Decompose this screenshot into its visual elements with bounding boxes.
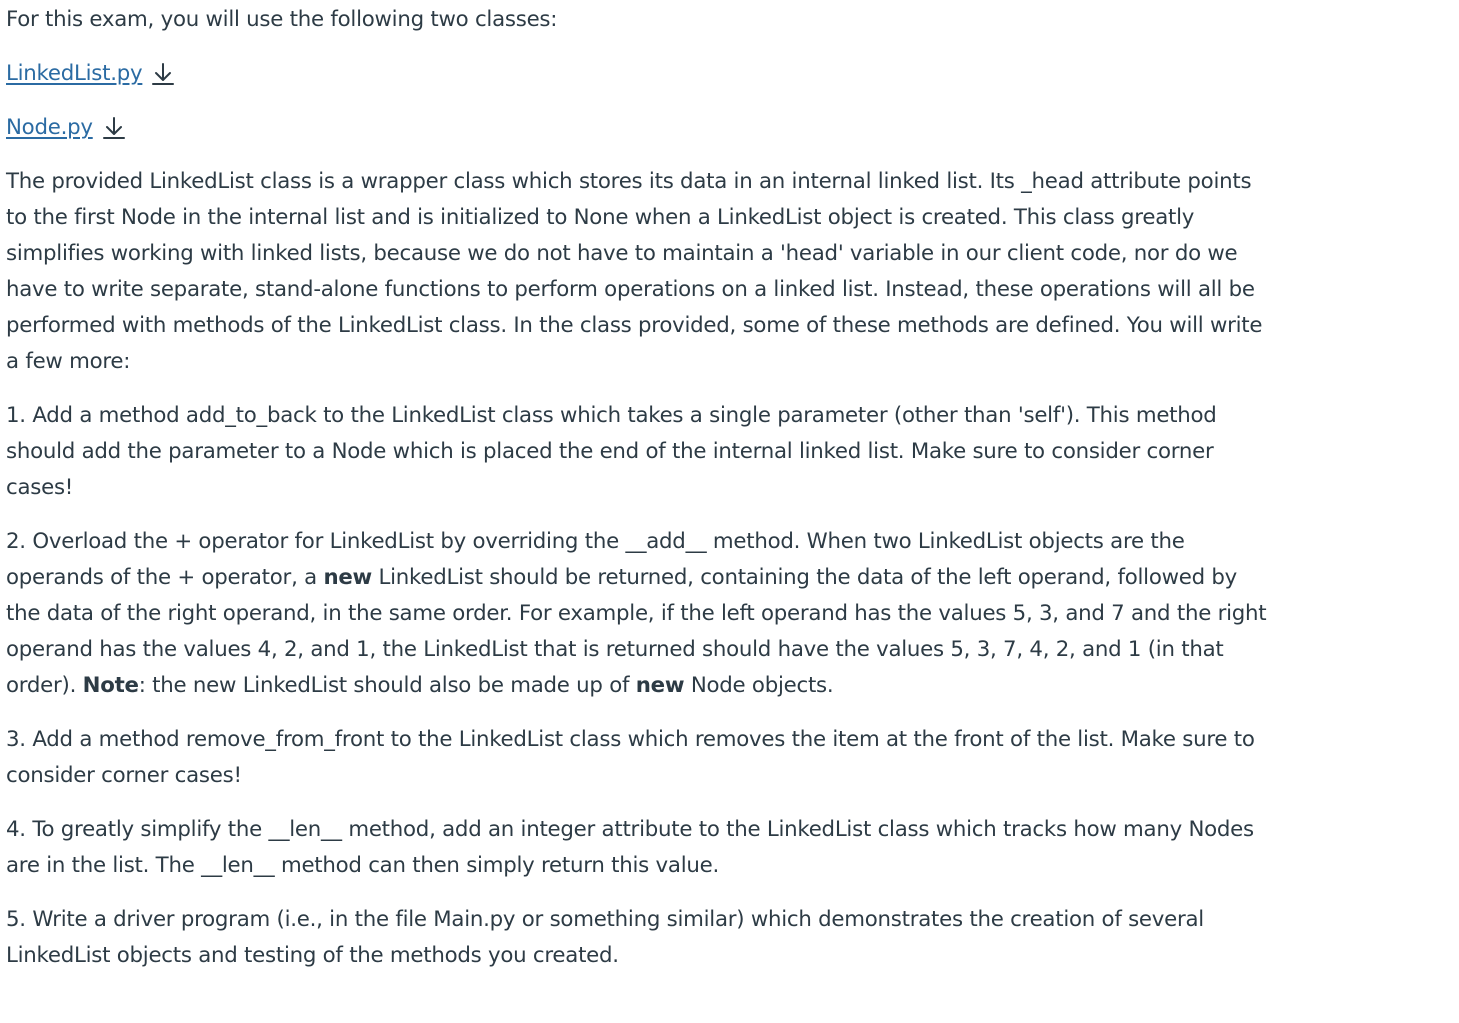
task-2-text-c: LinkedList should be returned, containing the data of the left operand, followed by the data of the right operand, in the same order. For example, if the left operand has the values 5, 3, and 7 and the right operand has the values 4, 2, and 1, the LinkedList that is returned should have the values 5, 3, 7, 4, 2, and 1 (in that order). — [6, 565, 1267, 698]
linkedlist-file-link[interactable]: LinkedList.py — [6, 61, 143, 86]
task-5: 5. Write a driver program (i.e., in the file Main.py or something similar) which demonstrates the creation of several LinkedList objects and testing of the methods you created. — [6, 907, 1204, 968]
task-2-bold-new-nodes: new — [635, 673, 685, 698]
download-icon[interactable] — [150, 61, 176, 87]
assignment-content — [6, 2, 1276, 992]
file-link-row-linkedlist — [6, 56, 1276, 92]
description-paragraph: The provided LinkedList class is a wrapper class which stores its data in an internal linked list. Its _head attribute points to the first Node in the internal list and is initialized to None when a LinkedList object is created. This class greatly simplifies working with linked lists, because we do not have to maintain a 'head' variable in our client code, nor do we have to write separate, stand-alone functions to perform operations on a linked list. Instead, these operations will all be performed with methods of the LinkedList class. In the class provided, some of these methods are defined. You will write a few more: — [6, 169, 1263, 374]
task-2-text-e: Node objects. — [684, 673, 834, 698]
task-4: 4. To greatly simplify the __len__ method, add an integer attribute to the LinkedList class which tracks how many Nodes are in the list. The __len__ method can then simply return this value. — [6, 817, 1254, 878]
node-file-link[interactable]: Node.py — [6, 115, 93, 140]
task-2-bold-note: Note — [82, 673, 139, 698]
task-2-text-d: : the new LinkedList should also be made up of — [138, 673, 636, 698]
task-3: 3. Add a method remove_from_front to the LinkedList class which removes the item at the front of the list. Make sure to consider corner cases! — [6, 727, 1255, 788]
download-icon[interactable] — [101, 115, 127, 141]
intro-text: For this exam, you will use the following two classes: — [6, 7, 558, 32]
task-2-bold-new: new — [323, 565, 372, 590]
task-1: 1. Add a method add_to_back to the LinkedList class which takes a single parameter (other than 'self'). This method should add the parameter to a Node which is placed the end of the internal linked list. Make sure to consider corner cases! — [6, 403, 1217, 500]
task-2-text-a: 2. Overload the + operator for LinkedList by overriding the __add__ method. When two LinkedList objects are the operands of the + operator, a — [6, 529, 1185, 590]
task-2 — [6, 524, 1276, 704]
file-link-row-node — [6, 110, 1276, 146]
